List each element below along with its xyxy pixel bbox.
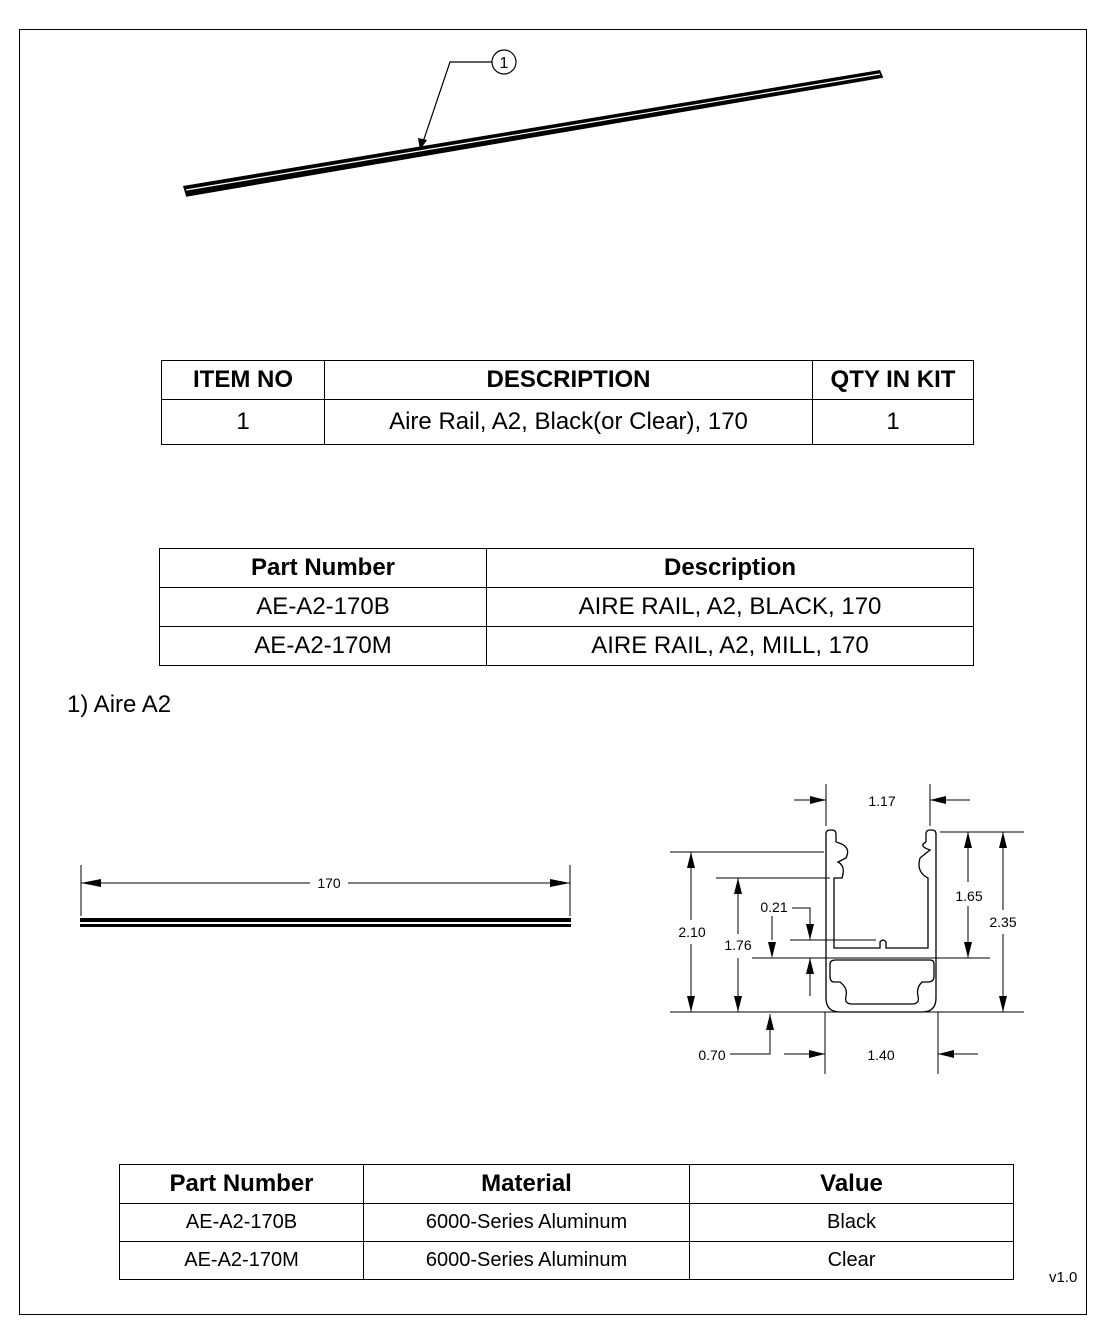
dim-base: 0.70 <box>698 1047 726 1063</box>
cell-part-number: AE-A2-170B <box>120 1204 364 1242</box>
header-description: DESCRIPTION <box>325 361 813 400</box>
header-part-number: Part Number <box>120 1165 364 1204</box>
cell-material: 6000-Series Aluminum <box>364 1242 690 1280</box>
cell-description: Aire Rail, A2, Black(or Clear), 170 <box>325 400 813 445</box>
table-row <box>120 1204 1014 1242</box>
header-qty: QTY IN KIT <box>813 361 974 400</box>
header-value: Value <box>690 1165 1014 1204</box>
dim-height-left: 2.10 <box>678 924 706 940</box>
header-description: Description <box>487 549 974 588</box>
cell-value: Black <box>690 1204 1014 1242</box>
cell-part-number: AE-A2-170M <box>120 1242 364 1280</box>
header-part-number: Part Number <box>160 549 487 588</box>
cell-description: AIRE RAIL, A2, MILL, 170 <box>487 627 974 666</box>
dim-length: 170 <box>317 875 341 891</box>
header-item-no: ITEM NO <box>162 361 325 400</box>
material-table <box>119 1164 1014 1280</box>
cell-description: AIRE RAIL, A2, BLACK, 170 <box>487 588 974 627</box>
cell-material: 6000-Series Aluminum <box>364 1204 690 1242</box>
dim-total-height: 2.35 <box>989 914 1017 930</box>
cell-part-number: AE-A2-170B <box>160 588 487 627</box>
header-material: Material <box>364 1165 690 1204</box>
table-header-row <box>120 1165 1014 1204</box>
table-row <box>120 1242 1014 1280</box>
dim-upper-right: 1.65 <box>955 888 983 904</box>
version-label: v1.0 <box>1049 1269 1078 1286</box>
dim-lip: 0.21 <box>760 899 788 915</box>
cell-value: Clear <box>690 1242 1014 1280</box>
dim-inner-height: 1.76 <box>724 937 752 953</box>
cell-part-number: AE-A2-170M <box>160 627 487 666</box>
item-balloon-number: 1 <box>499 55 509 72</box>
cell-qty: 1 <box>813 400 974 445</box>
dim-bottom-width: 1.40 <box>867 1047 895 1063</box>
section-caption: 1) Aire A2 <box>67 691 172 718</box>
cell-item-no: 1 <box>162 400 325 445</box>
dim-top-width: 1.17 <box>868 793 896 809</box>
